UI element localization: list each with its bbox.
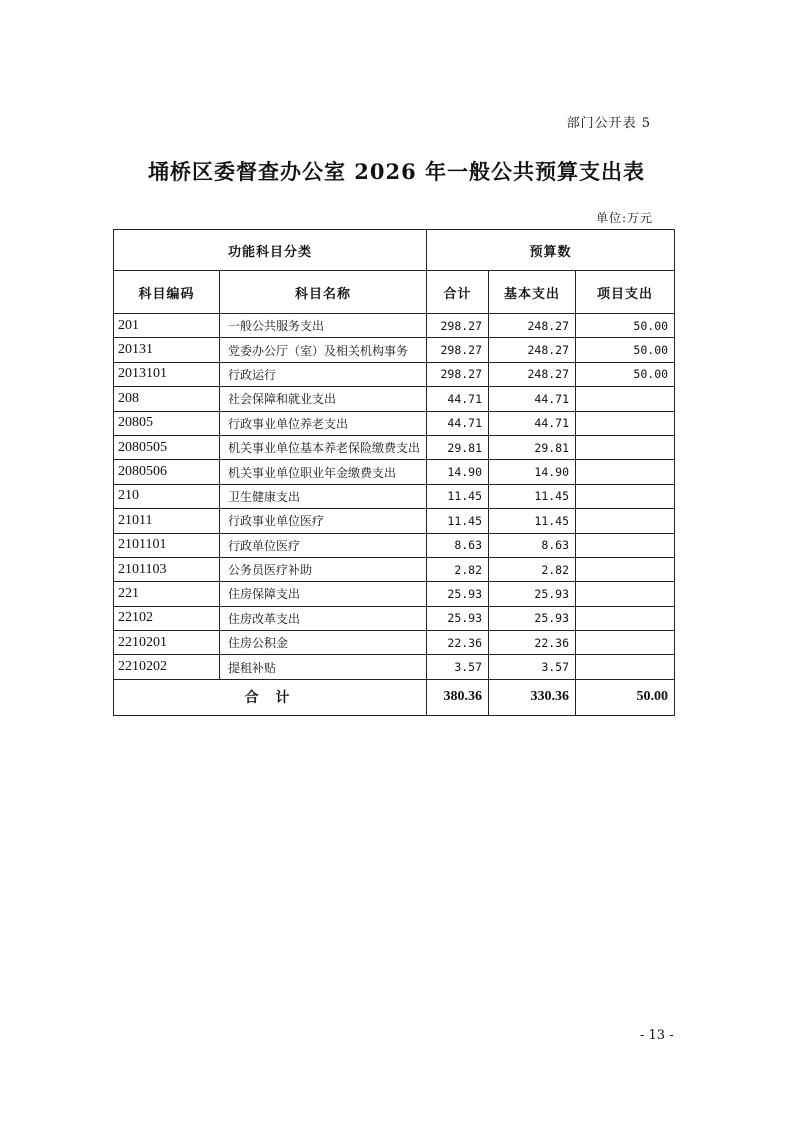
project-value <box>576 411 675 435</box>
subject-name: 提租补贴 <box>220 655 427 679</box>
header-row-columns <box>114 271 675 314</box>
total-value: 22.36 <box>427 631 489 655</box>
total-value: 25.93 <box>427 582 489 606</box>
subject-name: 机关事业单位职业年金缴费支出 <box>220 460 427 484</box>
subject-code: 2210202 <box>114 655 220 679</box>
project-value <box>576 533 675 557</box>
subject-code: 210 <box>114 484 220 508</box>
subject-name: 行政事业单位医疗 <box>220 509 427 533</box>
document-title: 埇桥区委督查办公室 2026 年一般公共预算支出表 <box>147 159 646 184</box>
subject-code: 2080506 <box>114 460 220 484</box>
table-row <box>114 314 675 338</box>
project-value <box>576 484 675 508</box>
project-value <box>576 387 675 411</box>
unit-label: 单位:万元 <box>595 211 653 225</box>
project-value <box>576 655 675 679</box>
table-label: 部门公开表 5 <box>566 116 651 131</box>
project-expenditure-header: 项目支出 <box>576 271 675 314</box>
project-value: 50.00 <box>576 338 675 362</box>
subject-code: 201 <box>114 314 220 338</box>
subject-code-header: 科目编码 <box>114 271 220 314</box>
subject-name: 行政单位医疗 <box>220 533 427 557</box>
total-value: 11.45 <box>427 484 489 508</box>
subject-name: 卫生健康支出 <box>220 484 427 508</box>
total-value: 3.57 <box>427 655 489 679</box>
subject-name: 党委办公厅（室）及相关机构事务 <box>220 338 427 362</box>
total-value: 25.93 <box>427 606 489 630</box>
total-row <box>114 679 675 715</box>
basic-value: 44.71 <box>489 411 576 435</box>
total-value: 44.71 <box>427 411 489 435</box>
subject-name: 住房公积金 <box>220 631 427 655</box>
grand-total-value: 380.36 <box>427 679 489 715</box>
subject-code: 21011 <box>114 509 220 533</box>
basic-value: 29.81 <box>489 435 576 459</box>
subject-code: 221 <box>114 582 220 606</box>
subject-name: 住房改革支出 <box>220 606 427 630</box>
subject-name: 行政事业单位养老支出 <box>220 411 427 435</box>
table-row <box>114 387 675 411</box>
basic-value: 44.71 <box>489 387 576 411</box>
project-total-value: 50.00 <box>576 679 675 715</box>
total-value: 14.90 <box>427 460 489 484</box>
project-value <box>576 509 675 533</box>
project-value: 50.00 <box>576 314 675 338</box>
subject-code: 2013101 <box>114 362 220 386</box>
table-row <box>114 655 675 679</box>
subject-code: 2101103 <box>114 557 220 581</box>
basic-value: 14.90 <box>489 460 576 484</box>
subject-name: 机关事业单位基本养老保险缴费支出 <box>220 435 427 459</box>
table-row <box>114 362 675 386</box>
basic-value: 25.93 <box>489 606 576 630</box>
total-value: 8.63 <box>427 533 489 557</box>
total-value: 11.45 <box>427 509 489 533</box>
subject-code: 22102 <box>114 606 220 630</box>
table-row <box>114 509 675 533</box>
total-label: 合 计 <box>114 679 427 715</box>
basic-value: 2.82 <box>489 557 576 581</box>
subject-name: 公务员医疗补助 <box>220 557 427 581</box>
subject-name: 住房保障支出 <box>220 582 427 606</box>
functional-category-header: 功能科目分类 <box>114 230 427 271</box>
total-header: 合计 <box>427 271 489 314</box>
project-value <box>576 435 675 459</box>
table-row <box>114 582 675 606</box>
table-row <box>114 484 675 508</box>
basic-value: 8.63 <box>489 533 576 557</box>
table-row <box>114 338 675 362</box>
page-number: - 13 - <box>640 1028 674 1043</box>
total-value: 298.27 <box>427 338 489 362</box>
subject-code: 208 <box>114 387 220 411</box>
basic-value: 3.57 <box>489 655 576 679</box>
total-value: 2.82 <box>427 557 489 581</box>
basic-expenditure-header: 基本支出 <box>489 271 576 314</box>
table-row <box>114 606 675 630</box>
basic-value: 25.93 <box>489 582 576 606</box>
table-row <box>114 533 675 557</box>
subject-code: 2080505 <box>114 435 220 459</box>
project-value <box>576 606 675 630</box>
project-value: 50.00 <box>576 362 675 386</box>
subject-code: 20131 <box>114 338 220 362</box>
subject-name-header: 科目名称 <box>220 271 427 314</box>
project-value <box>576 631 675 655</box>
table-row <box>114 557 675 581</box>
project-value <box>576 582 675 606</box>
subject-code: 20805 <box>114 411 220 435</box>
total-value: 298.27 <box>427 314 489 338</box>
basic-value: 11.45 <box>489 484 576 508</box>
basic-value: 11.45 <box>489 509 576 533</box>
project-value <box>576 460 675 484</box>
budget-amount-header: 预算数 <box>427 230 675 271</box>
basic-value: 248.27 <box>489 338 576 362</box>
budget-table <box>113 229 675 716</box>
total-value: 29.81 <box>427 435 489 459</box>
subject-name: 行政运行 <box>220 362 427 386</box>
basic-value: 248.27 <box>489 314 576 338</box>
table-row <box>114 631 675 655</box>
total-value: 44.71 <box>427 387 489 411</box>
subject-name: 社会保障和就业支出 <box>220 387 427 411</box>
basic-value: 22.36 <box>489 631 576 655</box>
subject-code: 2210201 <box>114 631 220 655</box>
table-row <box>114 411 675 435</box>
project-value <box>576 557 675 581</box>
basic-value: 248.27 <box>489 362 576 386</box>
table-row <box>114 435 675 459</box>
header-row-group <box>114 230 675 271</box>
basic-total-value: 330.36 <box>489 679 576 715</box>
subject-name: 一般公共服务支出 <box>220 314 427 338</box>
table-row <box>114 460 675 484</box>
subject-code: 2101101 <box>114 533 220 557</box>
total-value: 298.27 <box>427 362 489 386</box>
